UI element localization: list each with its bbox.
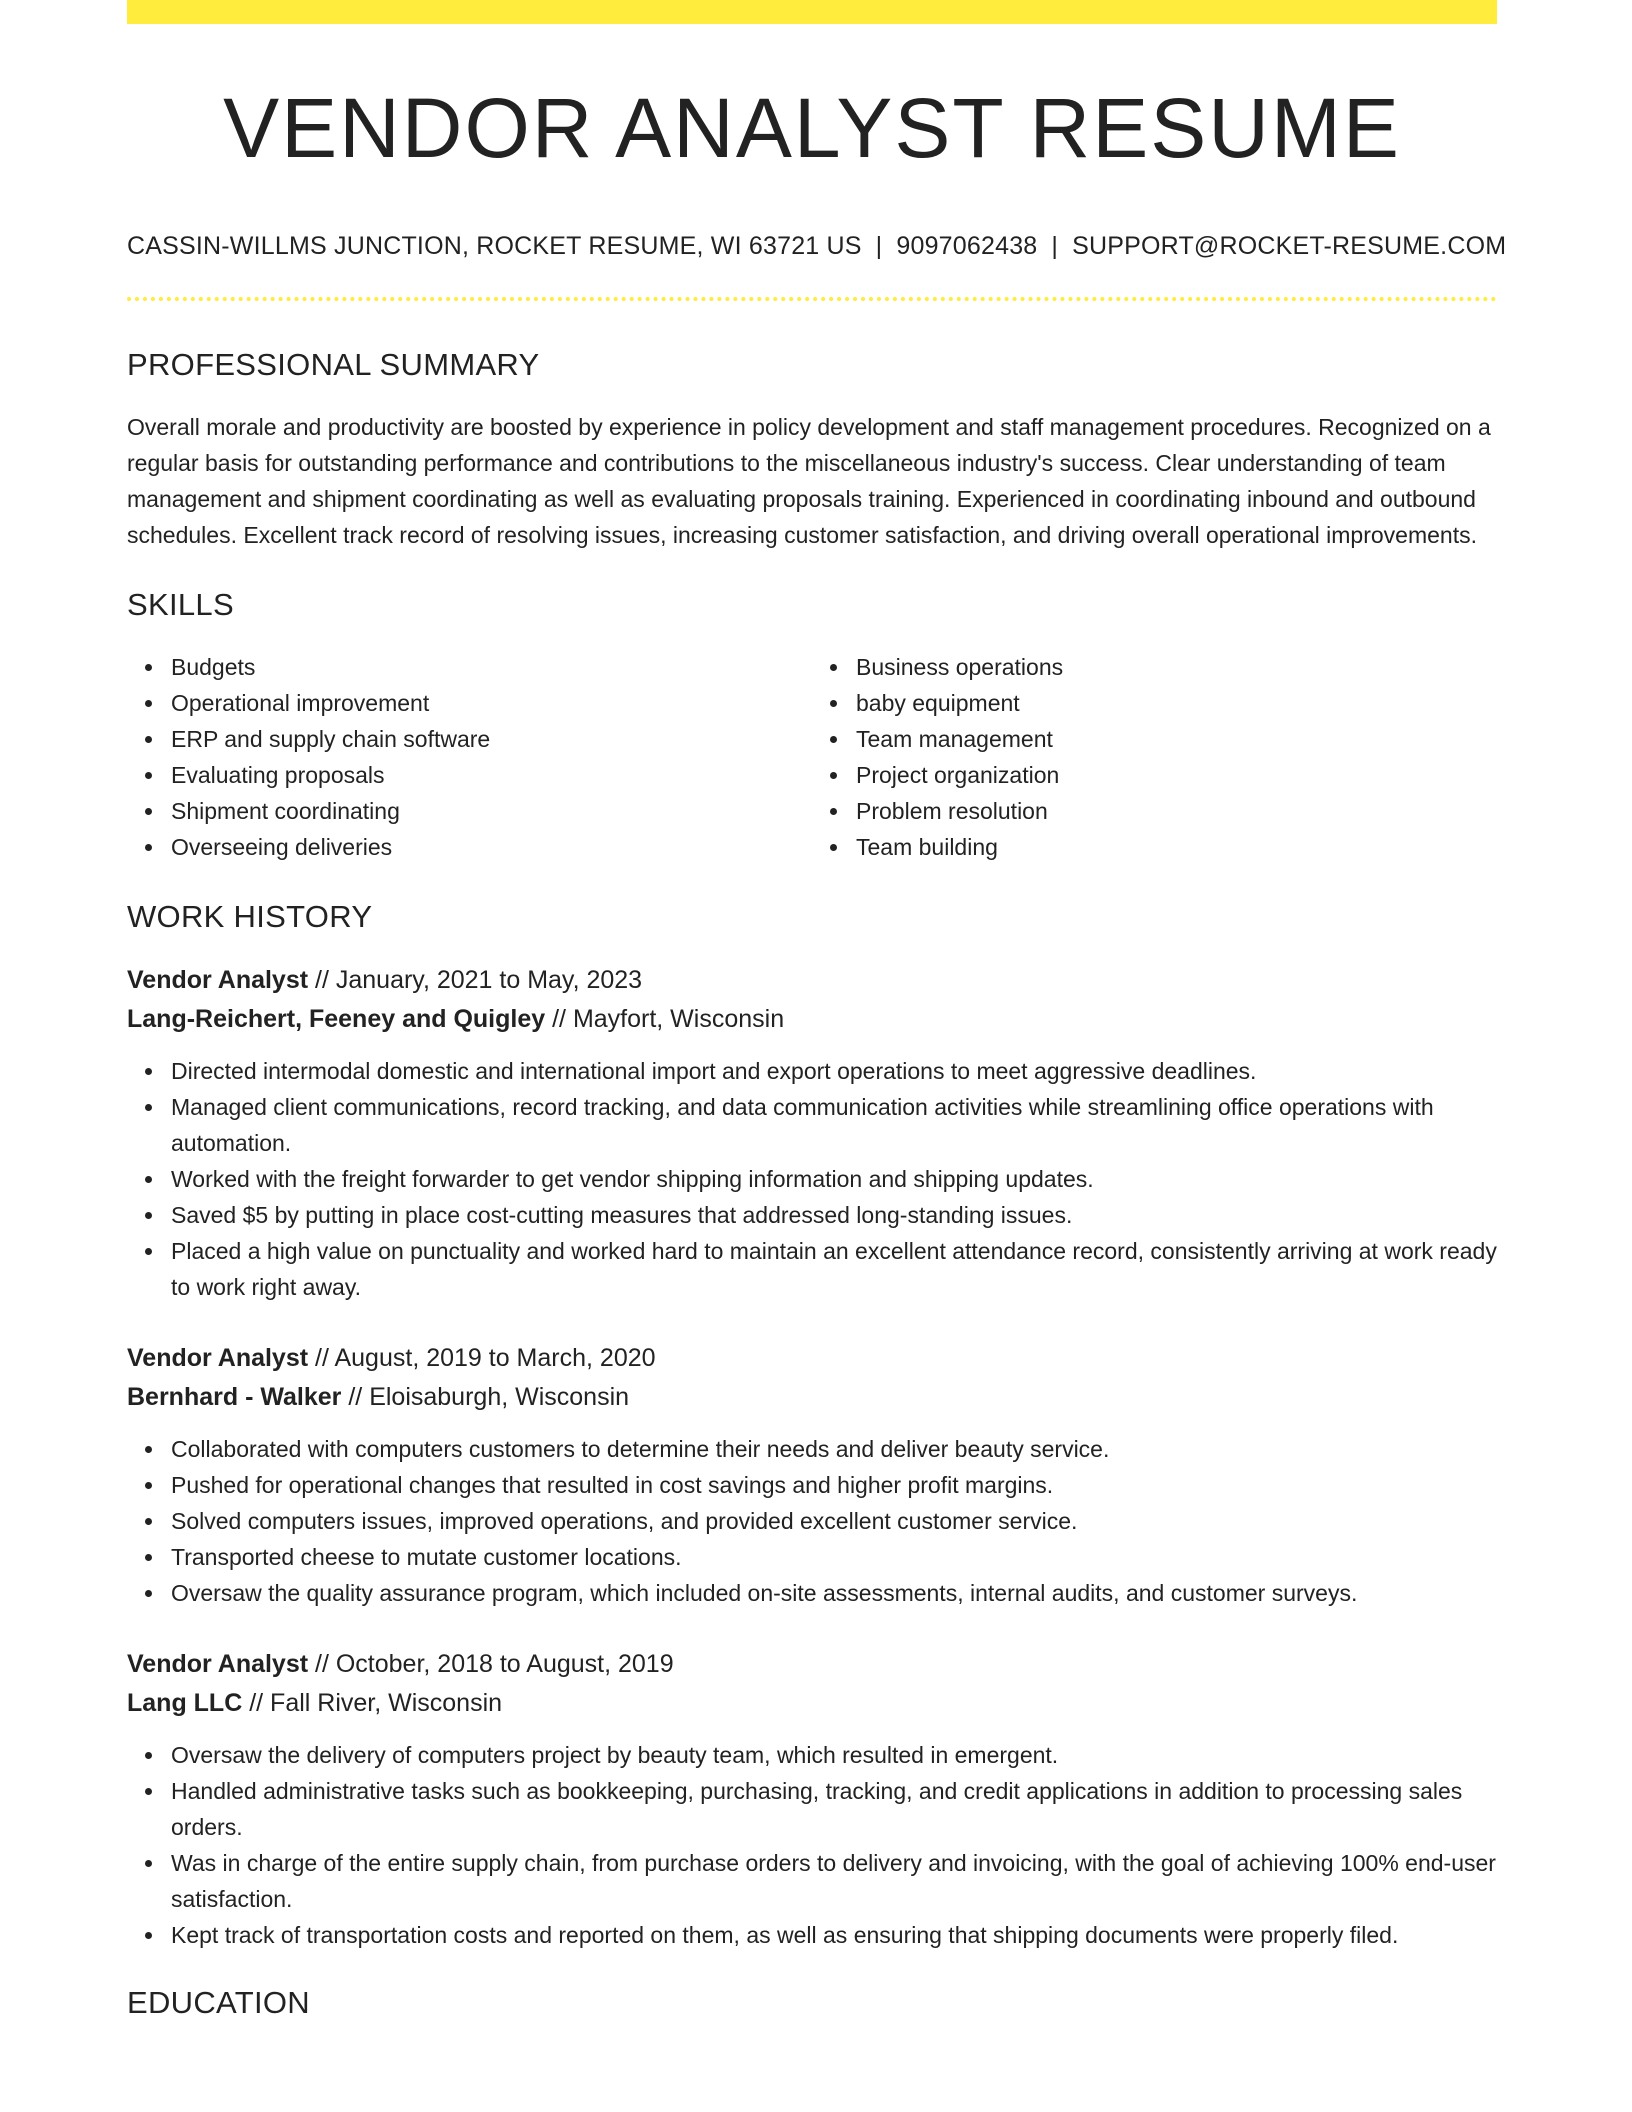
job-company: Lang-Reichert, Feeney and Quigley	[127, 1005, 546, 1033]
job-bullet: Collaborated with computers customers to determine their needs and deliver beauty service.	[171, 1431, 1497, 1467]
job-title: Vendor Analyst	[127, 1650, 309, 1678]
summary-heading: PROFESSIONAL SUMMARY	[127, 347, 540, 382]
job-bullet: Oversaw the delivery of computers project by beauty team, which resulted in emergent.	[171, 1737, 1497, 1773]
job-bullet: Was in charge of the entire supply chain, from purchase orders to delivery and invoicing, with the goal of achieving 100% end-user satisfaction.	[171, 1845, 1497, 1917]
education-heading: EDUCATION	[127, 1985, 310, 2020]
skills-column-right	[812, 649, 1497, 865]
job-bullet: Directed intermodal domestic and international import and export operations to meet aggressive deadlines.	[171, 1053, 1497, 1089]
job-bullets	[127, 1053, 1497, 1305]
skills-heading: SKILLS	[127, 587, 234, 622]
contact-email: SUPPORT@ROCKET-RESUME.COM	[1072, 232, 1507, 260]
skill-item: Evaluating proposals	[171, 757, 812, 793]
job-bullet: Pushed for operational changes that resulted in cost savings and higher profit margins.	[171, 1467, 1497, 1503]
job-dates: // January, 2021 to May, 2023	[308, 966, 643, 994]
job-company-line	[127, 1378, 1497, 1417]
resume-page	[127, 0, 1507, 2021]
job-company-line	[127, 1000, 1497, 1039]
job-bullet: Managed client communications, record tracking, and data communication activities while streamlining office operations with automation.	[171, 1089, 1497, 1161]
job-title-line	[127, 1645, 1497, 1684]
contact-phone: 9097062438	[896, 232, 1038, 260]
job-title: Vendor Analyst	[127, 1344, 309, 1372]
skill-item: Shipment coordinating	[171, 793, 812, 829]
job-location: // Mayfort, Wisconsin	[545, 1005, 785, 1033]
job-bullet: Saved $5 by putting in place cost-cutting measures that addressed long-standing issues.	[171, 1197, 1497, 1233]
job-bullet: Handled administrative tasks such as bookkeeping, purchasing, tracking, and credit applications in addition to processing sales orders.	[171, 1773, 1497, 1845]
contact-separator: |	[1051, 232, 1059, 260]
job-bullet: Transported cheese to mutate customer locations.	[171, 1539, 1497, 1575]
summary-text: Overall morale and productivity are boosted by experience in policy development and staff management procedures. Recognized on a regular basis for outstanding performance and contributions to the miscellaneous industry's success. Clear understanding of team management and shipment coordinating as well as evaluating proposals training. Experienced in coordinating inbound and outbound schedules. Excellent track record of resolving issues, increasing customer satisfaction, and driving overall operational improvements.	[127, 414, 1491, 548]
contact-separator: |	[875, 232, 883, 260]
job-entry	[127, 1339, 1497, 1611]
job-company-line	[127, 1684, 1497, 1723]
skill-item: baby equipment	[856, 685, 1497, 721]
job-company: Bernhard - Walker	[127, 1383, 342, 1411]
job-company: Lang LLC	[127, 1689, 243, 1717]
job-bullet: Oversaw the quality assurance program, which included on-site assessments, internal audits, and customer surveys.	[171, 1575, 1497, 1611]
job-title-line	[127, 961, 1497, 1000]
skill-item: Business operations	[856, 649, 1497, 685]
job-entry	[127, 1645, 1497, 1953]
skill-item: ERP and supply chain software	[171, 721, 812, 757]
skill-item: Problem resolution	[856, 793, 1497, 829]
contact-line	[127, 232, 1507, 261]
job-location: // Eloisaburgh, Wisconsin	[341, 1383, 630, 1411]
skill-item: Budgets	[171, 649, 812, 685]
job-bullet: Placed a high value on punctuality and worked hard to maintain an excellent attendance record, consistently arriving at work ready to work right away.	[171, 1233, 1497, 1305]
job-dates: // August, 2019 to March, 2020	[308, 1344, 656, 1372]
top-accent-bar	[127, 0, 1497, 24]
skills-grid	[127, 649, 1497, 865]
job-title-line	[127, 1339, 1497, 1378]
work-history-heading: WORK HISTORY	[127, 899, 373, 934]
skill-item: Team management	[856, 721, 1497, 757]
skill-item: Team building	[856, 829, 1497, 865]
skill-item: Project organization	[856, 757, 1497, 793]
job-bullets	[127, 1431, 1497, 1611]
job-bullets	[127, 1737, 1497, 1953]
job-dates: // October, 2018 to August, 2019	[308, 1650, 674, 1678]
job-bullet: Kept track of transportation costs and reported on them, as well as ensuring that shipping documents were properly filed.	[171, 1917, 1497, 1953]
resume-title: VENDOR ANALYST RESUME	[223, 81, 1401, 175]
job-entry	[127, 961, 1497, 1305]
job-title: Vendor Analyst	[127, 966, 309, 994]
job-bullet: Worked with the freight forwarder to get vendor shipping information and shipping updates.	[171, 1161, 1497, 1197]
skills-column-left	[127, 649, 812, 865]
job-bullet: Solved computers issues, improved operations, and provided excellent customer service.	[171, 1503, 1497, 1539]
dotted-divider	[127, 297, 1497, 301]
skill-item: Operational improvement	[171, 685, 812, 721]
job-location: // Fall River, Wisconsin	[242, 1689, 503, 1717]
skill-item: Overseeing deliveries	[171, 829, 812, 865]
contact-address: CASSIN-WILLMS JUNCTION, ROCKET RESUME, WI 63721 US	[127, 232, 862, 260]
